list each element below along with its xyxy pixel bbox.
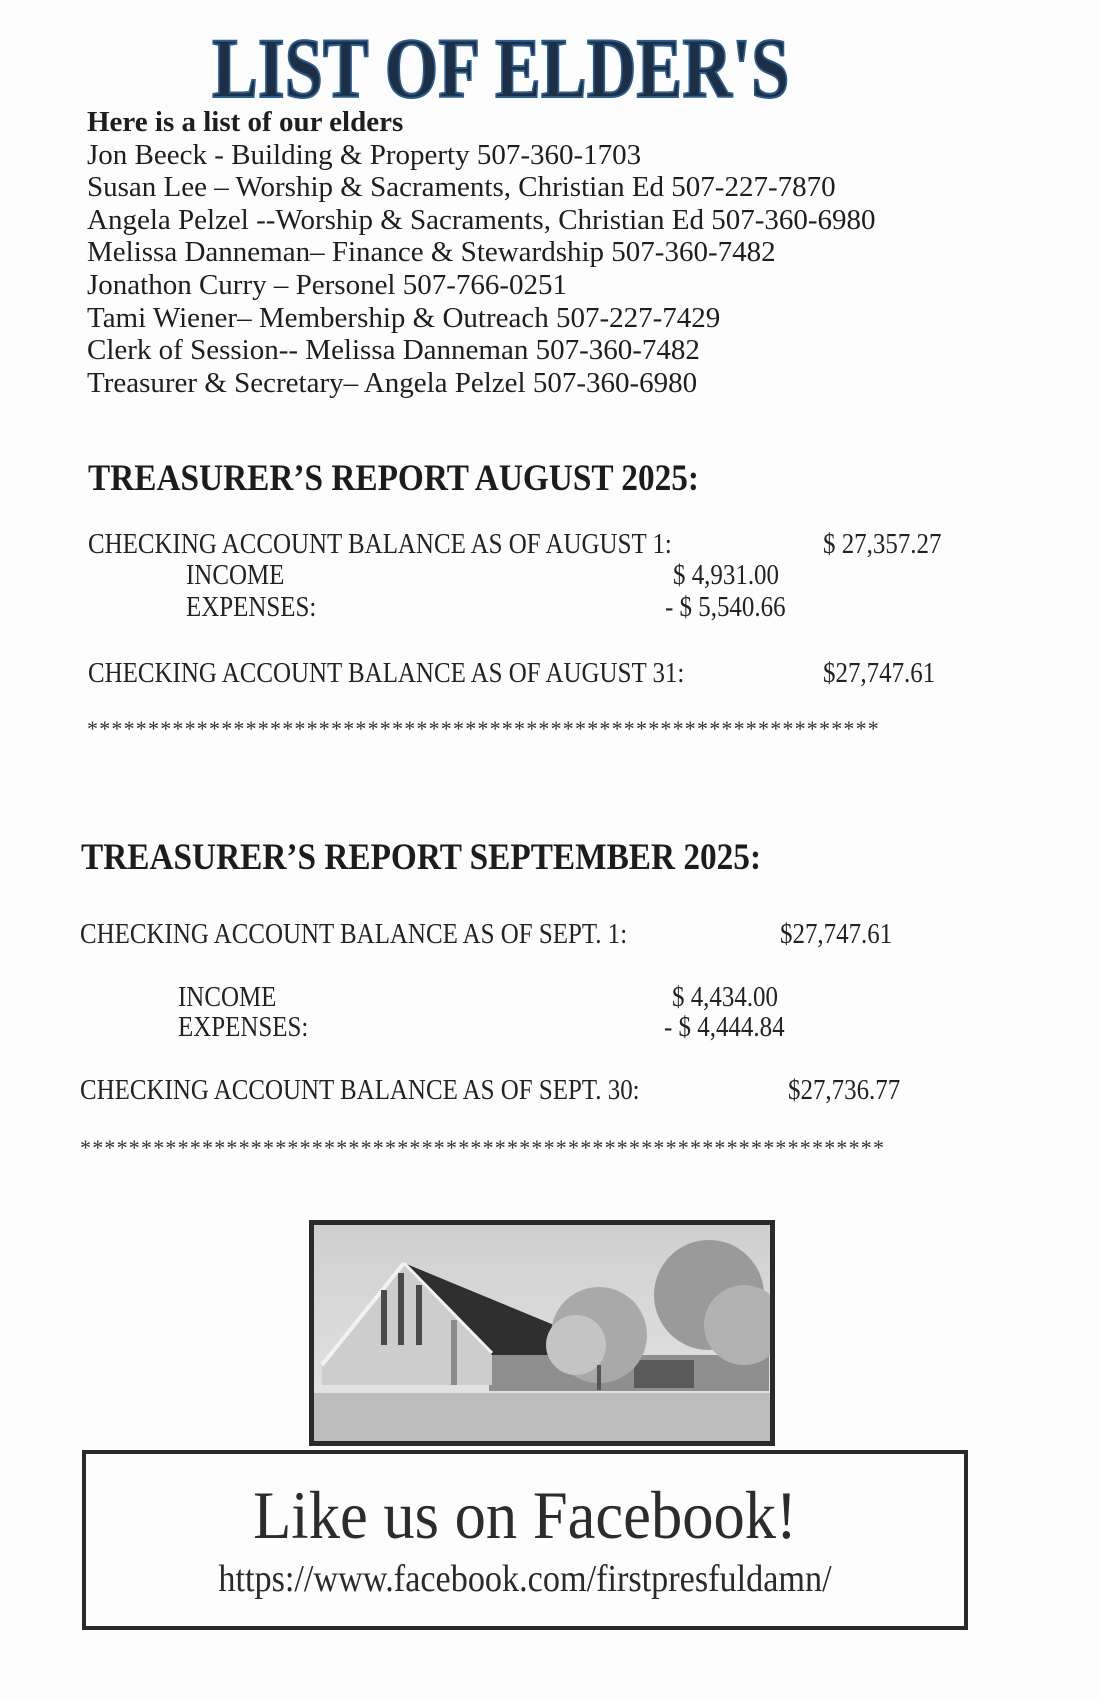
expenses-label: EXPENSES: <box>178 1011 309 1043</box>
elders-intro: Here is a list of our elders <box>87 106 404 138</box>
facebook-url-link[interactable]: https://www.facebook.com/firstpresfuldamn/ <box>218 1558 832 1600</box>
expenses-label: EXPENSES: <box>186 591 317 623</box>
expenses-value: - $ 4,444.84 <box>664 1011 785 1043</box>
closing-balance-label: CHECKING ACCOUNT BALANCE AS OF SEPT. 30: <box>80 1074 640 1106</box>
income-value: $ 4,931.00 <box>673 559 779 591</box>
opening-balance-label: CHECKING ACCOUNT BALANCE AS OF AUGUST 1: <box>88 528 672 560</box>
elder-entry: Treasurer & Secretary– Angela Pelzel 507-360-6980 <box>87 366 698 399</box>
wall-pillar <box>451 1320 457 1385</box>
entrance-windows <box>634 1360 694 1388</box>
facebook-headline: Like us on Facebook! <box>253 1477 797 1553</box>
elder-entry: Susan Lee – Worship & Sacraments, Christian Ed 507-227-7870 <box>87 171 836 204</box>
stained-glass-window <box>381 1290 387 1345</box>
report-heading: TREASURER’S REPORT AUGUST 2025: <box>88 458 700 499</box>
elder-entry: Melissa Danneman– Finance & Stewardship 507-360-7482 <box>87 236 776 269</box>
closing-balance-value: $27,736.77 <box>788 1074 901 1106</box>
elder-entry: Jon Beeck - Building & Property 507-360-1703 <box>87 138 642 171</box>
facebook-callout <box>82 1450 968 1630</box>
opening-balance-label: CHECKING ACCOUNT BALANCE AS OF SEPT. 1: <box>80 918 628 950</box>
income-value: $ 4,434.00 <box>672 981 778 1013</box>
opening-balance-value: $27,747.61 <box>780 918 893 950</box>
report-heading: TREASURER’S REPORT SEPTEMBER 2025: <box>81 837 762 878</box>
tree-trunk <box>597 1365 601 1390</box>
asterisk-divider: ****************************************************************** <box>80 1135 886 1160</box>
elder-entry: Jonathon Curry – Personel 507-766-0251 <box>87 268 568 301</box>
elder-entry: Angela Pelzel --Worship & Sacraments, Christian Ed 507-360-6980 <box>87 203 876 236</box>
income-label: INCOME <box>186 559 285 591</box>
opening-balance-value: $ 27,357.27 <box>823 528 942 560</box>
stained-glass-window <box>416 1285 422 1345</box>
elders-list <box>87 106 876 399</box>
closing-balance-label: CHECKING ACCOUNT BALANCE AS OF AUGUST 31: <box>88 657 685 689</box>
expenses-value: - $ 5,540.66 <box>665 591 786 623</box>
elder-entry: Tami Wiener– Membership & Outreach 507-227-7429 <box>87 301 721 334</box>
elder-entry: Clerk of Session-- Melissa Danneman 507-360-7482 <box>87 334 700 367</box>
church-building-illustration <box>314 1225 770 1441</box>
stained-glass-window <box>398 1273 404 1345</box>
closing-balance-value: $27,747.61 <box>823 657 936 689</box>
asterisk-divider: ***************************************************************** <box>87 716 880 741</box>
income-label: INCOME <box>178 981 277 1013</box>
road <box>314 1390 770 1441</box>
church-photo <box>309 1220 775 1446</box>
page-title: LIST OF ELDER'S <box>212 20 790 116</box>
